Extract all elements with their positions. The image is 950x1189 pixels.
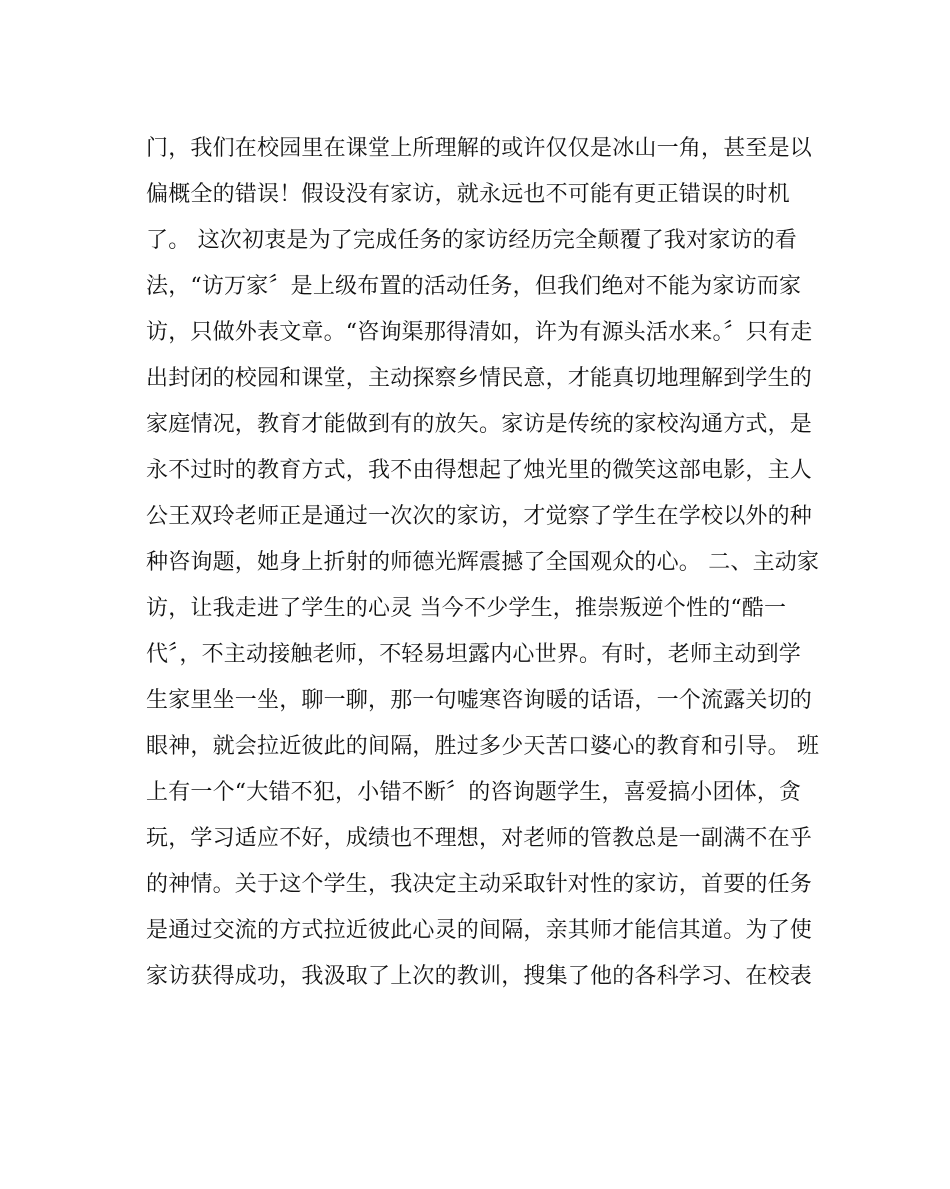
text-line: 眼神，就会拉近彼此的间隔，胜过多少天苦口婆心的教育和引导。 班 <box>146 734 820 759</box>
text-line: 生家里坐一坐，聊一聊，那一句嘘寒咨询暖的话语，一个流露关切的 <box>146 688 813 713</box>
text-line: 偏概全的错误！假设没有家访，就永远也不可能有更正错误的时机 <box>146 182 790 207</box>
text-line: 的神情。关于这个学生，我决定主动采取针对性的家访，首要的任务 <box>146 872 813 897</box>
text-line: 访，让我走进了学生的心灵 当今不少学生，推崇叛逆个性的“酷一 <box>146 596 787 621</box>
text-line: 代〞，不主动接触老师，不轻易坦露内心世界。有时，老师主动到学 <box>146 642 802 667</box>
text-line: 永不过时的教育方式，我不由得想起了烛光里的微笑这部电影，主人 <box>146 458 813 483</box>
text-line: 了。 这次初衷是为了完成任务的家访经历完全颠覆了我对家访的看 <box>146 228 797 253</box>
text-line: 家访获得成功，我汲取了上次的教训，搜集了他的各科学习、在校表 <box>146 964 813 989</box>
text-line: 门，我们在校园里在课堂上所理解的或许仅仅是冰山一角，甚至是以 <box>146 136 813 161</box>
text-line: 公王双玲老师正是通过一次次的家访，才觉察了学生在学校以外的种 <box>146 504 813 529</box>
text-line: 出封闭的校园和课堂，主动探察乡情民意，才能真切地理解到学生的 <box>146 366 813 391</box>
text-line: 上有一个“大错不犯，小错不断〞的咨询题学生，喜爱搞小团体，贪 <box>146 780 802 805</box>
text-line: 种咨询题，她身上折射的师德光辉震撼了全国观众的心。 二、主动家 <box>146 550 820 575</box>
text-line: 家庭情况，教育才能做到有的放矢。家访是传统的家校沟通方式，是 <box>146 412 813 437</box>
text-line: 玩，学习适应不好，成绩也不理想，对老师的管教总是一副满不在乎 <box>146 826 813 851</box>
text-line: 访，只做外表文章。“咨询渠那得清如，许为有源头活水来。〞只有走 <box>146 320 813 345</box>
text-line: 法，“访万家〞是上级布置的活动任务，但我们绝对不能为家访而家 <box>146 274 802 299</box>
body-text <box>146 126 826 1000</box>
text-line: 是通过交流的方式拉近彼此心灵的间隔，亲其师才能信其道。为了使 <box>146 918 813 943</box>
